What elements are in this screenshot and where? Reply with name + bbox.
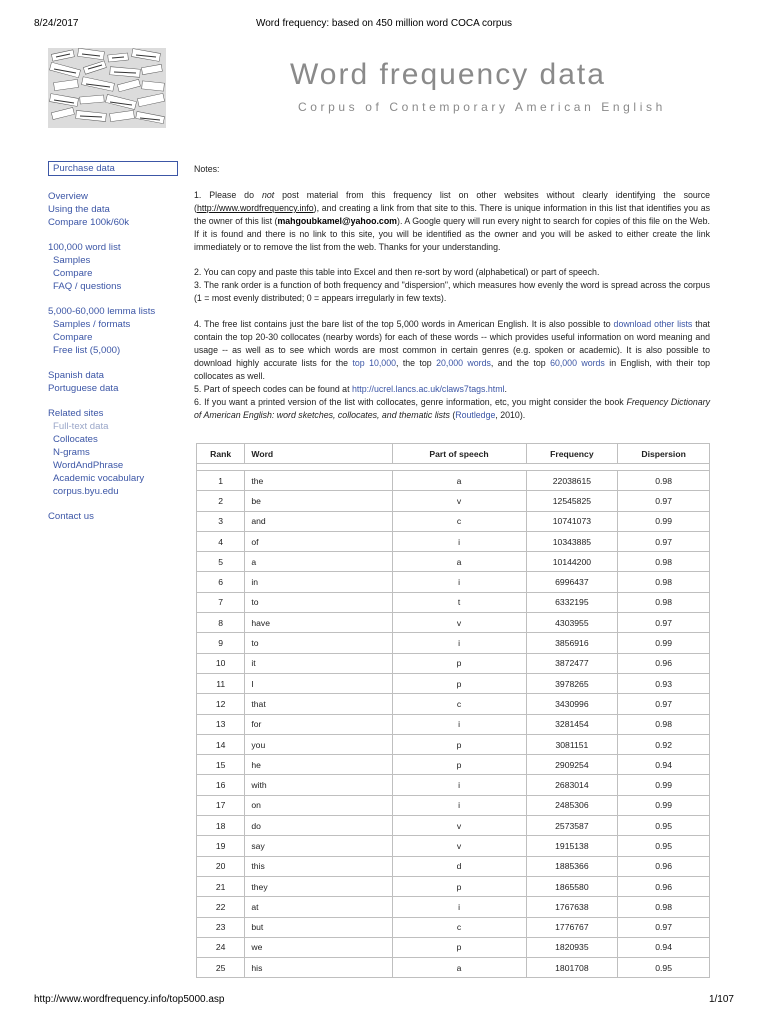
cell-part-of-speech: p [392, 876, 526, 896]
cell-word: he [245, 755, 392, 775]
cell-frequency: 10343885 [526, 531, 618, 551]
cell-part-of-speech: v [392, 836, 526, 856]
table-row [197, 795, 710, 815]
cell-dispersion: 0.97 [618, 491, 710, 511]
note-5-text-a: 5. Part of speech codes can be found at [194, 383, 352, 394]
cell-word: of [245, 531, 392, 551]
cell-part-of-speech: t [392, 592, 526, 612]
cell-dispersion: 0.98 [618, 897, 710, 917]
cell-part-of-speech: i [392, 795, 526, 815]
cell-dispersion: 0.97 [618, 531, 710, 551]
table-row [197, 816, 710, 836]
cell-rank: 17 [197, 795, 245, 815]
nav-group-related [48, 407, 178, 498]
cell-frequency: 2573587 [526, 816, 618, 836]
cell-rank: 3 [197, 511, 245, 531]
cell-word: on [245, 795, 392, 815]
cell-word: in [245, 572, 392, 592]
table-row [197, 552, 710, 572]
table-row [197, 592, 710, 612]
table-row [197, 958, 710, 978]
cell-part-of-speech: p [392, 937, 526, 957]
nav-group-contact [48, 510, 178, 523]
cell-frequency: 2683014 [526, 775, 618, 795]
nav-link-related-sites[interactable]: Related sites [48, 408, 104, 419]
cell-frequency: 2909254 [526, 755, 618, 775]
cell-frequency: 6332195 [526, 592, 618, 612]
cell-part-of-speech: a [392, 958, 526, 978]
nav-link-portuguese-data[interactable]: Portuguese data [48, 383, 119, 394]
table-row [197, 673, 710, 693]
nav-group-languages [48, 369, 178, 395]
header-dispersion: Dispersion [618, 444, 710, 464]
cell-dispersion: 0.92 [618, 734, 710, 754]
cell-rank: 20 [197, 856, 245, 876]
cell-dispersion: 0.96 [618, 876, 710, 896]
nav-link-100k-word-list[interactable]: 100,000 word list [48, 242, 121, 253]
table-row [197, 613, 710, 633]
cell-dispersion: 0.95 [618, 958, 710, 978]
cell-rank: 10 [197, 653, 245, 673]
cell-rank: 18 [197, 816, 245, 836]
cell-frequency: 3081151 [526, 734, 618, 754]
routledge-link[interactable]: Routledge [455, 409, 496, 420]
cell-dispersion: 0.93 [618, 673, 710, 693]
cell-word: they [245, 876, 392, 896]
cell-part-of-speech: c [392, 917, 526, 937]
note-2: 2. You can copy and paste this table into Excel and then re-sort by word (alphabetical) or part of speech. [194, 267, 600, 278]
cell-rank: 22 [197, 897, 245, 917]
notes-heading: Notes: [194, 164, 220, 174]
nav-link-wordandphrase[interactable]: WordAndPhrase [53, 460, 124, 471]
cell-rank: 6 [197, 572, 245, 592]
cell-part-of-speech: p [392, 755, 526, 775]
cell-word: to [245, 592, 392, 612]
note-4-text-e: in English, with their top collocates as well. [194, 357, 710, 381]
cell-rank: 19 [197, 836, 245, 856]
cell-dispersion: 0.95 [618, 836, 710, 856]
print-page-number: 1/107 [708, 994, 734, 1005]
claws7-tags-link[interactable]: http://ucrel.lancs.ac.uk/claws7tags.html [351, 383, 505, 394]
nav-link-using-the-data[interactable]: Using the data [48, 204, 110, 215]
cell-word: that [245, 694, 392, 714]
note-4 [194, 318, 710, 383]
header-frequency: Frequency [526, 444, 618, 464]
cell-dispersion: 0.99 [618, 795, 710, 815]
nav-link-collocates[interactable]: Collocates [53, 434, 98, 445]
cell-part-of-speech: v [392, 491, 526, 511]
print-url: http://www.wordfrequency.info/top5000.asp [34, 994, 225, 1005]
cell-part-of-speech: a [392, 471, 526, 491]
note-5-text-b: . [504, 383, 507, 394]
cell-dispersion: 0.99 [618, 775, 710, 795]
sidebar-nav [48, 161, 178, 535]
cell-word: and [245, 511, 392, 531]
nav-link-free-list[interactable]: Free list (5,000) [53, 345, 121, 356]
nav-link-contact-us[interactable]: Contact us [48, 511, 94, 522]
cell-rank: 25 [197, 958, 245, 978]
cell-rank: 8 [197, 613, 245, 633]
note-1-emphasis: not [261, 189, 275, 200]
table-row [197, 471, 710, 491]
note-6-text-d: ). [519, 409, 526, 420]
nav-group-100k [48, 241, 178, 293]
nav-link-academic-vocabulary[interactable]: Academic vocabulary [53, 473, 145, 484]
cell-word: but [245, 917, 392, 937]
cell-rank: 23 [197, 917, 245, 937]
wordfrequency-link[interactable]: http://www.wordfrequency.info [196, 202, 314, 213]
table-row [197, 917, 710, 937]
header-word: Word [245, 444, 392, 464]
cell-dispersion: 0.98 [618, 471, 710, 491]
cell-rank: 16 [197, 775, 245, 795]
cell-frequency: 3856916 [526, 633, 618, 653]
print-header [34, 18, 734, 32]
note-3: 3. The rank order is a function of both frequency and "dispersion", which measures how evenly the word is spread across the corpus (1 = most evenly distributed; 0 = appears irregularly in few texts). [194, 280, 710, 304]
cell-word: this [245, 856, 392, 876]
table-row [197, 633, 710, 653]
cell-part-of-speech: i [392, 714, 526, 734]
cell-dispersion: 0.98 [618, 572, 710, 592]
cell-frequency: 10741073 [526, 511, 618, 531]
word-collage-image [48, 48, 166, 128]
cell-frequency: 6996437 [526, 572, 618, 592]
cell-frequency: 12545825 [526, 491, 618, 511]
cell-dispersion: 0.96 [618, 653, 710, 673]
header-part-of-speech: Part of speech [392, 444, 526, 464]
note-1 [194, 189, 710, 254]
cell-frequency: 4303955 [526, 613, 618, 633]
cell-dispersion: 0.94 [618, 755, 710, 775]
note-6-text-c: , 2010 [495, 409, 520, 420]
frequency-table [196, 443, 710, 978]
cell-part-of-speech: c [392, 511, 526, 531]
cell-frequency: 22038615 [526, 471, 618, 491]
cell-part-of-speech: a [392, 552, 526, 572]
cell-frequency: 1820935 [526, 937, 618, 957]
cell-word: say [245, 836, 392, 856]
book-title: Frequency Dictionary of American English: word sketches, collocates, and thematic lists [194, 396, 710, 420]
cell-dispersion: 0.97 [618, 917, 710, 937]
nav-link-overview[interactable]: Overview [48, 191, 88, 202]
note-4-text-a: 4. The free list contains just the bare list of the top 5,000 words in American English. It is also possible to [194, 319, 614, 330]
print-date: 8/24/2017 [34, 18, 79, 29]
nav-link-lemma-lists[interactable]: 5,000-60,000 lemma lists [48, 306, 156, 317]
cell-frequency: 1801708 [526, 958, 618, 978]
table-row [197, 937, 710, 957]
table-row [197, 531, 710, 551]
cell-rank: 13 [197, 714, 245, 734]
cell-frequency: 1776767 [526, 917, 618, 937]
cell-rank: 11 [197, 673, 245, 693]
cell-part-of-speech: p [392, 653, 526, 673]
table-row [197, 836, 710, 856]
cell-word: we [245, 937, 392, 957]
nav-link-corpus-byu[interactable]: corpus.byu.edu [53, 486, 119, 497]
nav-link-compare-100k-60k[interactable]: Compare 100k/60k [48, 217, 130, 228]
cell-frequency: 1885366 [526, 856, 618, 876]
table-spacer-row [197, 464, 710, 471]
notes-section [194, 163, 710, 421]
note-1-text-c: ), and creating a link from that site to this. There is unique information in this list that identifies you as the owner of this list ( [194, 202, 710, 226]
cell-part-of-speech: v [392, 613, 526, 633]
cell-rank: 4 [197, 531, 245, 551]
cell-frequency: 1915138 [526, 836, 618, 856]
nav-group-lemma [48, 305, 178, 357]
table-row [197, 876, 710, 896]
download-other-lists-link[interactable]: download other lists [613, 319, 693, 330]
cell-rank: 7 [197, 592, 245, 612]
table-row [197, 856, 710, 876]
top-60000-link[interactable]: 60,000 words [550, 357, 605, 368]
nav-link-samples[interactable]: Samples [53, 255, 91, 266]
owner-email: mahgoubkamel@yahoo.com [277, 215, 398, 226]
cell-word: to [245, 633, 392, 653]
nav-link-faq[interactable]: FAQ / questions [53, 281, 122, 292]
nav-link-full-text-data[interactable]: Full-text data [53, 421, 109, 432]
note-5 [194, 383, 710, 396]
cell-dispersion: 0.96 [618, 856, 710, 876]
note-1-text-a: 1. Please do [194, 189, 262, 200]
table-row [197, 775, 710, 795]
table-row [197, 755, 710, 775]
cell-dispersion: 0.94 [618, 937, 710, 957]
cell-word: you [245, 734, 392, 754]
table-row [197, 694, 710, 714]
note-1-text-b: post material from this frequency list on other websites without clearly identifying the source ( [194, 189, 710, 213]
cell-part-of-speech: c [392, 694, 526, 714]
header-rank: Rank [197, 444, 245, 464]
note-6 [194, 396, 710, 422]
cell-word: it [245, 653, 392, 673]
cell-frequency: 10144200 [526, 552, 618, 572]
cell-dispersion: 0.98 [618, 592, 710, 612]
table-spacer-cell [197, 464, 710, 471]
note-4-text-d: , and the top [490, 357, 551, 368]
cell-frequency: 3281454 [526, 714, 618, 734]
cell-dispersion: 0.95 [618, 816, 710, 836]
cell-frequency: 3430996 [526, 694, 618, 714]
cell-rank: 5 [197, 552, 245, 572]
cell-word: his [245, 958, 392, 978]
table-header-row [197, 444, 710, 464]
cell-word: with [245, 775, 392, 795]
cell-word: at [245, 897, 392, 917]
cell-part-of-speech: p [392, 673, 526, 693]
cell-part-of-speech: i [392, 897, 526, 917]
nav-group-overview [48, 190, 178, 229]
site-subtitle: Corpus of Contemporary American English [298, 100, 666, 114]
cell-dispersion: 0.99 [618, 633, 710, 653]
cell-rank: 14 [197, 734, 245, 754]
cell-part-of-speech: i [392, 531, 526, 551]
cell-rank: 1 [197, 471, 245, 491]
nav-link-n-grams[interactable]: N-grams [53, 447, 90, 458]
cell-part-of-speech: i [392, 572, 526, 592]
cell-part-of-speech: i [392, 775, 526, 795]
note-1-text-d: ). A Google query will run every night to search for copies of this file on the Web. If it is found and there is no link to this site, you will be identified as the owner and you will be asked to either create the link immediately or to remove the list from the web. Thanks for your understanding. [194, 215, 710, 252]
cell-frequency: 2485306 [526, 795, 618, 815]
cell-frequency: 1865580 [526, 876, 618, 896]
cell-frequency: 3978265 [526, 673, 618, 693]
cell-rank: 12 [197, 694, 245, 714]
table-row [197, 653, 710, 673]
top-10000-link[interactable]: top 10,000 [352, 357, 396, 368]
cell-word: the [245, 471, 392, 491]
cell-dispersion: 0.98 [618, 552, 710, 572]
nav-link-spanish-data[interactable]: Spanish data [48, 370, 105, 381]
cell-dispersion: 0.99 [618, 511, 710, 531]
cell-rank: 24 [197, 937, 245, 957]
nav-link-lemma-compare[interactable]: Compare [53, 332, 93, 343]
table-row [197, 572, 710, 592]
cell-part-of-speech: i [392, 633, 526, 653]
cell-rank: 15 [197, 755, 245, 775]
table-body [197, 464, 710, 978]
note-6-text-b: ( [449, 409, 456, 420]
cell-part-of-speech: d [392, 856, 526, 876]
cell-dispersion: 0.97 [618, 613, 710, 633]
top-20000-link[interactable]: 20,000 words [436, 357, 491, 368]
print-title: Word frequency: based on 450 million word COCA corpus [255, 18, 513, 29]
cell-dispersion: 0.98 [618, 714, 710, 734]
nav-link-compare[interactable]: Compare [53, 268, 93, 279]
table-row [197, 511, 710, 531]
cell-part-of-speech: v [392, 816, 526, 836]
cell-word: have [245, 613, 392, 633]
cell-word: for [245, 714, 392, 734]
cell-word: do [245, 816, 392, 836]
cell-word: a [245, 552, 392, 572]
cell-rank: 9 [197, 633, 245, 653]
table-row [197, 714, 710, 734]
nav-link-samples-formats[interactable]: Samples / formats [53, 319, 131, 330]
note-4-text-c: , the top [395, 357, 437, 368]
note-6-text-a: 6. If you want a printed version of the list with collocates, genre information, etc, you might consider the book [194, 396, 627, 407]
site-title: Word frequency data [290, 58, 606, 91]
cell-word: I [245, 673, 392, 693]
cell-frequency: 3872477 [526, 653, 618, 673]
cell-dispersion: 0.97 [618, 694, 710, 714]
table-row [197, 734, 710, 754]
note-4-text-b: that contain the top 20-30 collocates (nearby words) for each of these words -- which provides useful information on word meaning and usage -- as well as to see which words are most common in certain genres (e.g. spoken or academic). It is also possible to download highly accurate lists for the [194, 319, 710, 368]
cell-rank: 21 [197, 876, 245, 896]
table-row [197, 897, 710, 917]
table-row [197, 491, 710, 511]
print-footer [34, 994, 734, 1008]
purchase-data-button[interactable]: Purchase data [48, 161, 178, 176]
cell-rank: 2 [197, 491, 245, 511]
cell-part-of-speech: p [392, 734, 526, 754]
cell-frequency: 1767638 [526, 897, 618, 917]
cell-word: be [245, 491, 392, 511]
